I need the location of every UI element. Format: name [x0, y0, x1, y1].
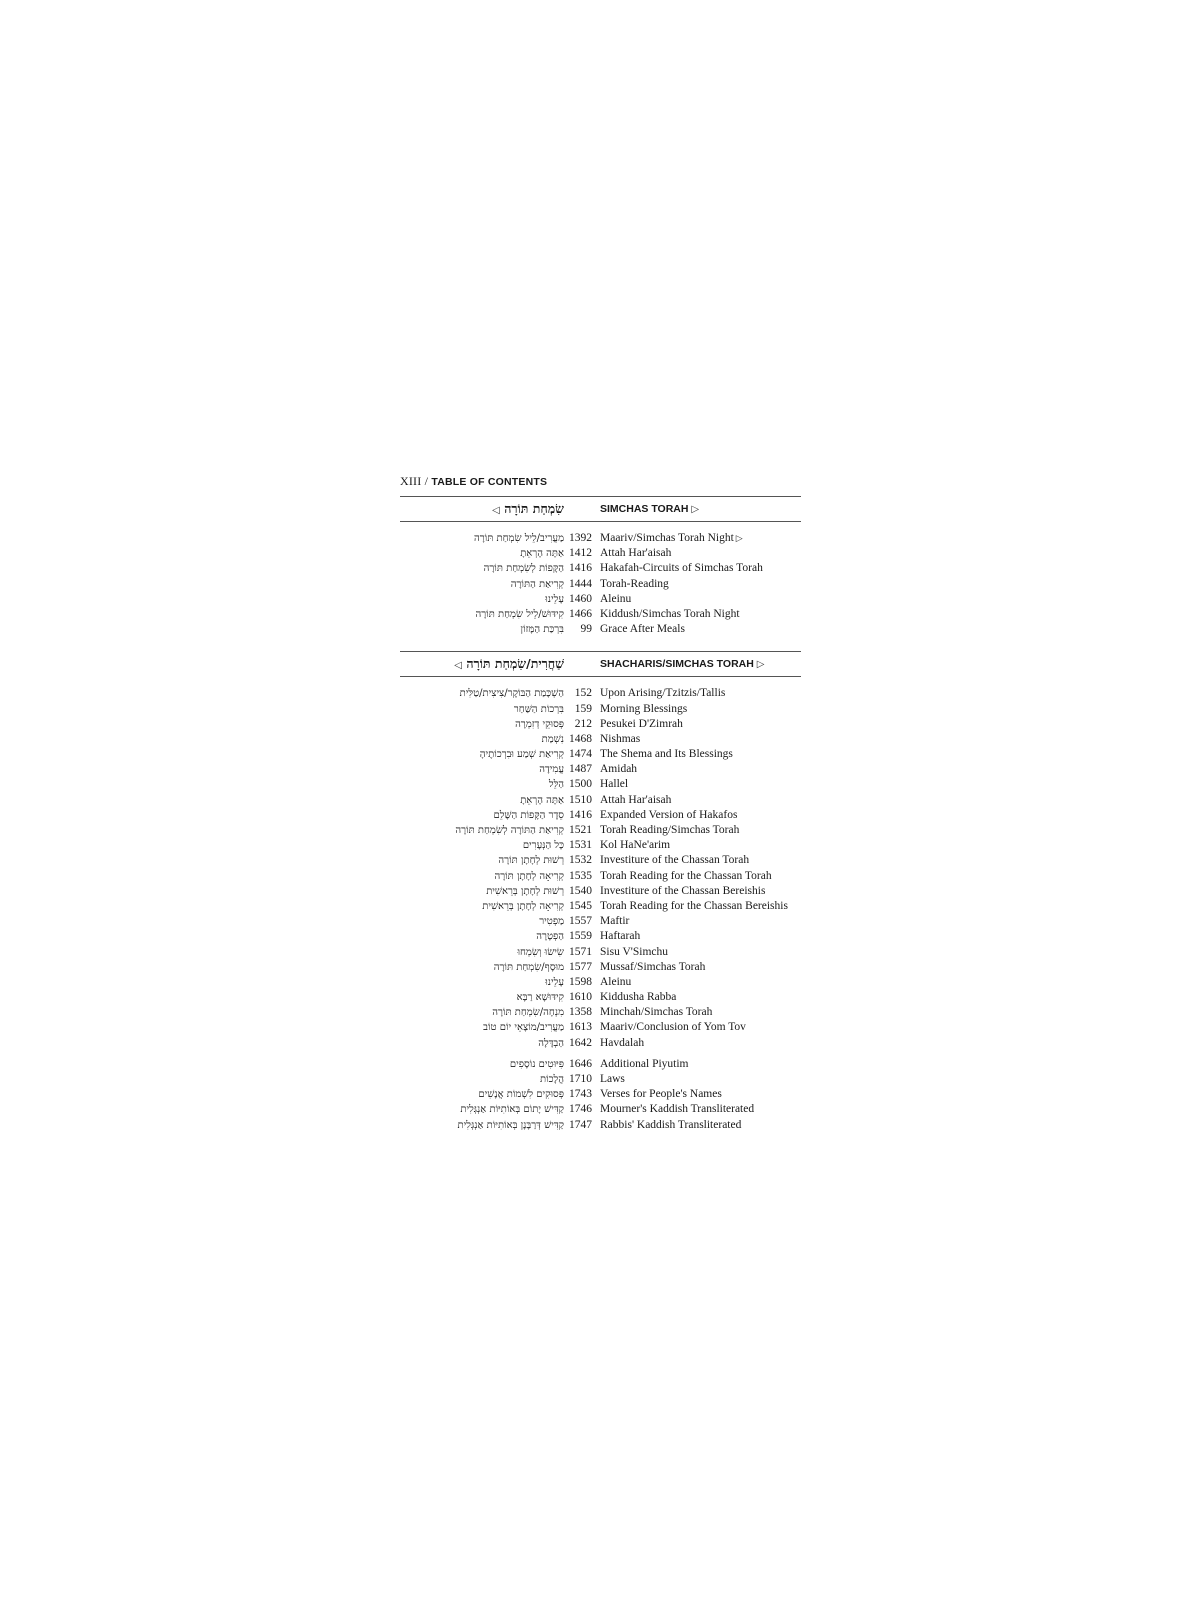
triangle-right-icon: ▷	[735, 533, 743, 543]
entry-page-number: 1531	[569, 839, 592, 852]
entry-hebrew-title: הַלֵּל	[548, 779, 564, 791]
entry-hebrew-title: קַדִּישׁ דְּרַבָּנָן בְּאוֹתִיּוֹת אַנְגְּלִית	[457, 1119, 564, 1131]
entry-hebrew-title: עֲמִידָה	[539, 764, 564, 776]
entry-hebrew-title: עָלֵינוּ	[545, 593, 564, 605]
entry-page-number: 1474	[569, 748, 592, 761]
entry-english-title	[600, 1057, 689, 1072]
entry-english-text: Kiddusha Rabba	[600, 991, 677, 1004]
entry-hebrew-title: עָלֵינוּ	[545, 976, 564, 988]
entry-english-text: Aleinu	[600, 592, 632, 605]
entry-english-text: Maftir	[600, 915, 630, 928]
entry-english-title	[600, 531, 743, 546]
entry-hebrew-title: קְרִיאָה לְחָתָן תּוֹרָה	[494, 870, 564, 882]
entry-english-text: Havdalah	[600, 1036, 645, 1049]
toc-entry[interactable]	[400, 869, 801, 884]
toc-entry[interactable]	[400, 1102, 801, 1117]
entry-page-number: 1571	[569, 945, 592, 958]
entry-hebrew-title: אַתָּה הָרְאֵתָ	[520, 794, 564, 806]
toc-entry[interactable]	[400, 1118, 801, 1133]
entry-hebrew-title: הַפְטָרָה	[536, 931, 564, 943]
entry-page-number: 1710	[569, 1073, 592, 1085]
section-entries-shacharis-simchas-torah	[400, 686, 801, 1051]
entry-page-number: 159	[574, 702, 592, 715]
entry-hebrew-title: הַקָּפוֹת לְשִׂמְחַת תּוֹרָה	[483, 563, 564, 575]
toc-entry[interactable]	[400, 747, 801, 762]
toc-entry[interactable]	[400, 990, 801, 1005]
entry-english-text: Attah Har'aisah	[600, 547, 672, 560]
entry-english-text: Torah Reading/Simchas Torah	[600, 824, 740, 836]
entry-page-number: 1466	[569, 607, 592, 620]
entry-english-title	[600, 777, 628, 792]
entry-english-title	[600, 1087, 722, 1102]
entry-page-number: 1642	[569, 1036, 592, 1049]
entry-hebrew-title: מַעֲרִיב/לֵיל שִׂמְחַת תּוֹרָה	[474, 533, 564, 544]
toc-entry[interactable]	[400, 1087, 801, 1102]
entry-hebrew-title: שִׂישׂוּ וְשִׂמְחוּ	[517, 946, 564, 958]
entry-page-number: 152	[574, 687, 592, 700]
toc-entry[interactable]	[400, 1036, 801, 1051]
entry-english-text: Kiddush/Simchas Torah Night	[600, 607, 740, 620]
toc-entry[interactable]	[400, 622, 801, 637]
toc-entry[interactable]	[400, 702, 801, 717]
entry-english-title	[600, 1072, 625, 1087]
toc-entry[interactable]	[400, 960, 801, 975]
entry-hebrew-title: הַשְׁכָּמַת הַבּוֹקֶר/צִיצִית/טַלִּית	[459, 688, 564, 700]
entry-hebrew-title: קְרִיאַת הַתּוֹרָה	[510, 578, 564, 590]
entry-english-text: Maariv/Simchas Torah Night	[600, 532, 734, 544]
entry-page-number: 1557	[569, 915, 592, 928]
entry-hebrew-title: קִידּוּשָׁא רַבָּא	[516, 992, 564, 1004]
entry-page-number: 1559	[569, 930, 592, 943]
toc-entry[interactable]	[400, 914, 801, 929]
entry-hebrew-title: פְּסוּקִים לִשְׁמוֹת אֲנָשִׁים	[478, 1089, 564, 1101]
entry-page-number: 1613	[569, 1021, 592, 1034]
entry-english-text: Torah Reading for the Chassan Bereishis	[600, 899, 788, 912]
entry-page-number: 1610	[569, 991, 592, 1004]
entry-page-number: 1416	[569, 562, 592, 575]
section-hebrew-title: שַׁחֲרִית/שִׂמְחַת תּוֹרָה ◁	[454, 656, 564, 672]
toc-entry[interactable]	[400, 808, 801, 823]
entry-english-text: Rabbis' Kaddish Transliterated	[600, 1118, 742, 1131]
toc-entry[interactable]	[400, 686, 801, 701]
entry-english-text: The Shema and Its Blessings	[600, 748, 733, 761]
entry-english-text: Nishmas	[600, 732, 641, 745]
entry-english-title	[600, 853, 749, 868]
entry-english-text: Minchah/Simchas Torah	[600, 1006, 713, 1019]
entry-english-text: Hakafah-Circuits of Simchas Torah	[600, 562, 763, 575]
section-hebrew-title: שִׂמְחַת תּוֹרָה ◁	[492, 501, 564, 516]
toc-entry[interactable]	[400, 1005, 801, 1020]
entry-page-number: 1487	[569, 763, 592, 776]
entry-english-text: Sisu V'Simchu	[600, 945, 669, 958]
entry-page-number: 1500	[569, 778, 592, 791]
entry-english-title	[600, 622, 685, 637]
toc-entry[interactable]	[400, 945, 801, 960]
toc-entry[interactable]	[400, 884, 801, 899]
toc-entry[interactable]	[400, 823, 801, 838]
entry-english-title	[600, 929, 640, 944]
entry-english-title	[600, 1118, 741, 1133]
section-entries-simchas-torah	[400, 531, 801, 637]
entry-english-text: Investiture of the Chassan Torah	[600, 854, 750, 867]
entry-english-text: Verses for People's Names	[600, 1088, 722, 1101]
entry-hebrew-title: אַתָּה הָרְאֵתָ	[520, 548, 564, 560]
entry-page-number: 1540	[569, 884, 592, 897]
entry-page-number: 1412	[569, 547, 592, 560]
entry-hebrew-title: פְּסוּקֵי דְזִמְרָה	[515, 718, 564, 730]
entry-english-title	[600, 1005, 712, 1020]
entry-page-number: 1747	[569, 1118, 592, 1131]
entry-english-title	[600, 561, 763, 576]
entry-english-title	[600, 546, 671, 561]
section-english-title: SIMCHAS TORAH ▷	[600, 503, 700, 515]
entry-hebrew-title: קְרִיאַת הַתּוֹרָה לְשִׂמְחַת תּוֹרָה	[455, 825, 564, 836]
entry-page-number: 1444	[569, 577, 592, 590]
toc-entry[interactable]	[400, 1057, 801, 1072]
toc-entry[interactable]	[400, 717, 801, 732]
entry-english-title	[600, 945, 668, 960]
toc-entry[interactable]	[400, 732, 801, 747]
entry-english-text: Pesukei D'Zimrah	[600, 717, 683, 730]
entry-hebrew-title: נִשְׁמַת	[541, 733, 564, 745]
entry-english-text: Haftarah	[600, 930, 641, 943]
entry-page-number: 1532	[569, 854, 592, 867]
entry-hebrew-title: הַבְדָּלָה	[538, 1037, 564, 1049]
entry-page-number: 1521	[569, 824, 592, 836]
toc-entry[interactable]	[400, 1072, 801, 1087]
entry-english-title	[600, 702, 687, 717]
folio: XIII	[400, 474, 422, 488]
entry-english-title	[600, 990, 676, 1005]
entry-english-text: Laws	[600, 1073, 625, 1085]
entry-english-text: Investiture of the Chassan Bereishis	[600, 884, 766, 897]
triangle-right-icon: ▷	[691, 504, 700, 515]
entry-english-text: Grace After Meals	[600, 623, 685, 636]
entry-hebrew-title: מִנְחָה/שִׂמְחַת תּוֹרָה	[492, 1007, 564, 1019]
entry-hebrew-title: מוּסָף/שִׂמְחַת תּוֹרָה	[493, 961, 564, 973]
toc-entry[interactable]	[400, 592, 801, 607]
entry-hebrew-title: קַדִּישׁ יָתוֹם בְּאוֹתִיּוֹת אַנְגְּלִית	[460, 1104, 564, 1116]
entry-page-number: 1743	[569, 1088, 592, 1101]
entry-page-number: 1646	[569, 1057, 592, 1070]
toc-entry[interactable]	[400, 577, 801, 592]
entry-hebrew-title: קְרִיאַת שְׁמַע וּבִרְכוֹתֶיהָ	[479, 749, 564, 761]
running-head-title: TABLE OF CONTENTS	[431, 476, 548, 488]
entry-hebrew-title: מַעֲרִיב/מוֹצָאֵי יוֹם טוֹב	[483, 1022, 564, 1034]
entry-english-text: Additional Piyutim	[600, 1057, 689, 1070]
entry-english-title	[600, 1102, 754, 1117]
entry-english-title	[600, 747, 733, 762]
triangle-left-icon: ◁	[454, 660, 462, 672]
entry-english-title	[600, 869, 772, 884]
entry-hebrew-title: קִידּוּשׁ/לֵיל שִׂמְחַת תּוֹרָה	[475, 608, 564, 620]
entry-page-number: 99	[580, 623, 592, 636]
entry-english-text: Torah Reading for the Chassan Torah	[600, 869, 772, 882]
toc-entry[interactable]	[400, 561, 801, 576]
toc-entry[interactable]	[400, 777, 801, 792]
entry-english-title	[600, 960, 705, 975]
entry-hebrew-title: רְשׁוּת לְחָתָן תּוֹרָה	[498, 855, 564, 867]
entry-english-text: Expanded Version of Hakafos	[600, 808, 738, 821]
entry-page-number: 1535	[569, 869, 592, 882]
entry-english-title	[600, 808, 737, 823]
entry-hebrew-title: כָּל הַנְּעָרִים	[522, 840, 564, 852]
appendix-entries	[400, 1057, 801, 1133]
entry-english-title	[600, 607, 740, 622]
entry-english-title	[600, 686, 725, 701]
entry-hebrew-title: פִּיּוּטִים נוֹסָפִים	[509, 1058, 564, 1070]
entry-english-title	[600, 717, 683, 732]
entry-hebrew-title: קְרִיאָה לְחָתָן בְּרֵאשִׁית	[482, 900, 564, 912]
entry-english-text: Aleinu	[600, 975, 632, 988]
entry-hebrew-title: בִּרְכוֹת הַשַּׁחַר	[513, 703, 564, 715]
entry-hebrew-title: רְשׁוּת לְחָתָן בְּרֵאשִׁית	[486, 885, 564, 897]
entry-english-title	[600, 823, 739, 838]
running-head	[400, 473, 801, 490]
toc-entry[interactable]	[400, 838, 801, 853]
entry-english-title	[600, 899, 788, 914]
entry-english-text: Torah-Reading	[600, 577, 669, 590]
entry-english-text: Maariv/Conclusion of Yom Tov	[600, 1021, 746, 1034]
entry-english-text: Amidah	[600, 763, 638, 776]
entry-english-title	[600, 1036, 644, 1051]
toc-page	[400, 473, 801, 1133]
entry-page-number: 1577	[569, 960, 592, 973]
running-head-separator: /	[421, 474, 432, 488]
entry-english-title	[600, 592, 631, 607]
section-english-title: SHACHARIS/SIMCHAS TORAH ▷	[600, 658, 765, 671]
entry-english-title	[600, 884, 765, 899]
triangle-left-icon: ◁	[492, 505, 500, 516]
toc-entry[interactable]	[400, 975, 801, 990]
entry-english-title	[600, 838, 670, 853]
entry-hebrew-title: הֲלָכוֹת	[540, 1074, 564, 1085]
entry-english-title	[600, 975, 631, 990]
entry-english-text: Upon Arising/Tzitzis/Tallis	[600, 687, 726, 700]
entry-english-text: Morning Blessings	[600, 702, 688, 715]
entry-english-text: Mourner's Kaddish Transliterated	[600, 1103, 755, 1116]
entry-page-number: 1510	[569, 793, 592, 806]
toc-entry[interactable]	[400, 1020, 801, 1035]
entry-page-number: 1468	[569, 732, 592, 745]
entry-english-title	[600, 914, 629, 929]
entry-english-text: Mussaf/Simchas Torah	[600, 960, 706, 973]
entry-english-title	[600, 577, 669, 592]
entry-hebrew-title: מַפְטִיר	[539, 916, 564, 928]
entry-english-title	[600, 1020, 746, 1035]
entry-page-number: 1392	[569, 532, 592, 544]
entry-english-text: Hallel	[600, 778, 629, 791]
entry-page-number: 1545	[569, 899, 592, 912]
entry-hebrew-title: סֵדֶר הַקָּפוֹת הַשָּׁלֵם	[493, 809, 564, 821]
section-header-shacharis-simchas-torah	[400, 651, 801, 677]
entry-hebrew-title: בִּרְכַּת הַמָּזוֹן	[520, 624, 564, 636]
entry-page-number: 1416	[569, 808, 592, 821]
entry-page-number: 1598	[569, 975, 592, 988]
toc-entry[interactable]	[400, 762, 801, 777]
toc-entry[interactable]	[400, 793, 801, 808]
entry-english-text: Attah Har'aisah	[600, 793, 672, 806]
entry-english-title	[600, 762, 637, 777]
triangle-right-icon: ▷	[756, 659, 765, 671]
entry-english-title	[600, 732, 640, 747]
section-header-simchas-torah	[400, 496, 801, 522]
entry-page-number: 1746	[569, 1103, 592, 1116]
entry-english-title	[600, 793, 671, 808]
toc-entry[interactable]	[400, 607, 801, 622]
entry-page-number: 212	[574, 717, 592, 730]
toc-entry[interactable]	[400, 899, 801, 914]
toc-entry[interactable]	[400, 531, 801, 546]
entry-page-number: 1358	[569, 1006, 592, 1019]
entry-page-number: 1460	[569, 592, 592, 605]
toc-entry[interactable]	[400, 546, 801, 561]
entry-english-text: Kol HaNe'arim	[600, 839, 671, 852]
toc-entry[interactable]	[400, 853, 801, 868]
toc-entry[interactable]	[400, 929, 801, 944]
